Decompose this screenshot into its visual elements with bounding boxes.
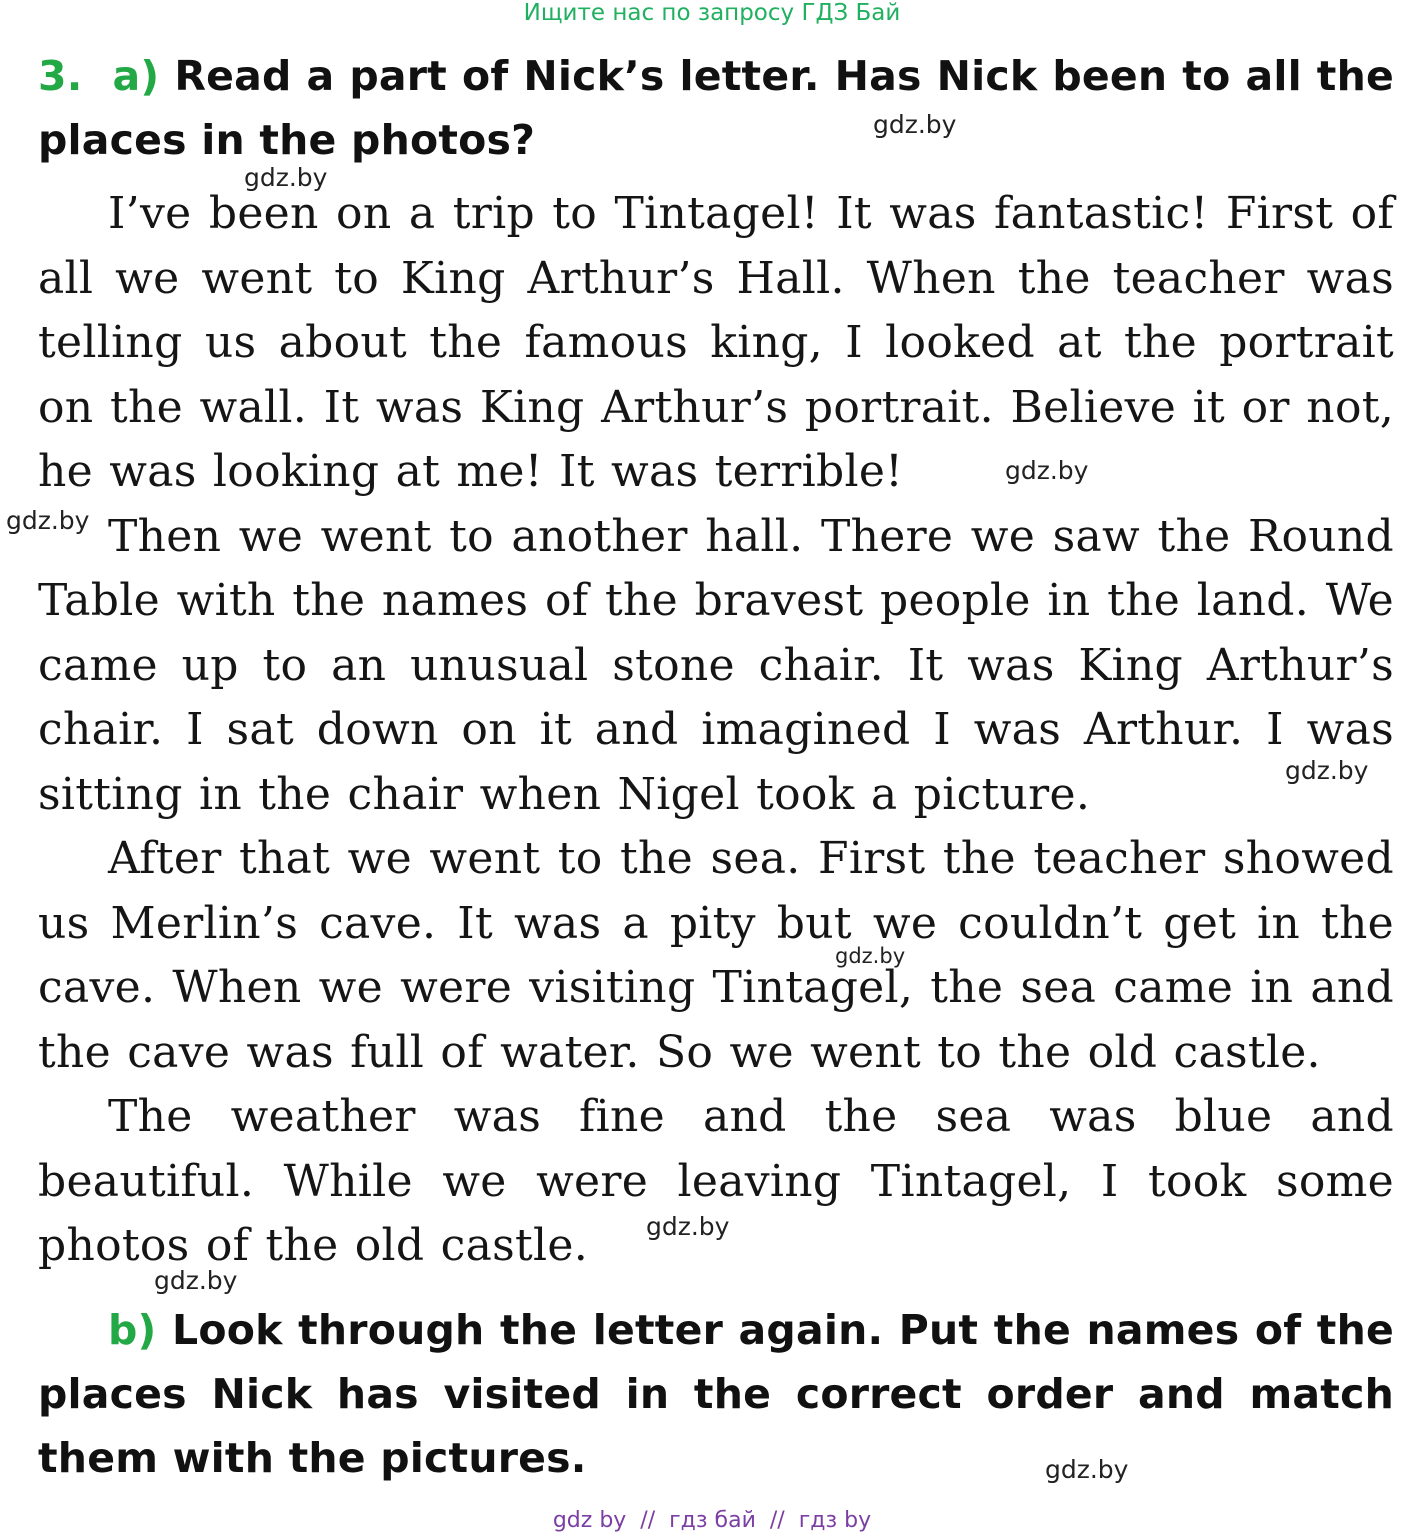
letter-paragraph-1: I’ve been on a trip to Tintagel! It was fantastic! First of all we went to King Arthur’s Hall. When the teacher was telling us about the famous king, I looked at the portrait on the wall. It was King Arthur’s portrait. Believe it or not, he was looking at me! It was terrible! [38,188,1394,497]
task-b-heading [38,1298,1394,1490]
watermark: gdz.by [835,944,906,968]
nick-letter [38,182,1394,1279]
watermark: gdz.by [1285,756,1369,785]
letter-paragraph-4: The weather was fine and the sea was blue and beautiful. While we were leaving Tintagel, I took some photos of the old castle. [38,1091,1394,1271]
watermark: gdz.by [6,506,90,535]
watermark: gdz.by [873,110,957,139]
watermark: gdz.by [1045,1455,1129,1484]
watermark: gdz.by [646,1212,730,1241]
watermark: gdz.by [154,1266,238,1295]
watermark: gdz.by [244,163,328,192]
footer-note: gdz by // гдз бай // гдз by [552,1508,872,1533]
task-number: 3. [38,52,83,100]
task-a-label: a) [112,52,160,100]
task-a-instruction: Read a part of Nick’s letter. Has Nick been to all the places in the photos? [38,52,1395,164]
letter-paragraph-3: After that we went to the sea. First the teacher showed us Merlin’s cave. It was a pity but we couldn’t get in the cave. When we were visiting Tintagel, the sea came in and the cave was full of water. So we went to the old castle. [38,833,1394,1078]
site-note: Ищите нас по запросу ГДЗ Бай [523,0,901,26]
task-b-instruction: Look through the letter again. Put the names of the places Nick has visited in the correct order and match them with the pictures. [38,1306,1394,1482]
task-b-label: b) [108,1306,157,1354]
letter-paragraph-2: Then we went to another hall. There we saw the Round Table with the names of the bravest people in the land. We came up to an unusual stone chair. It was King Arthur’s chair. I sat down on it and imagined I was Arthur. I was sitting in the chair when Nigel took a picture. [38,510,1394,820]
task-a-heading [38,44,1394,172]
watermark: gdz.by [1005,456,1089,485]
